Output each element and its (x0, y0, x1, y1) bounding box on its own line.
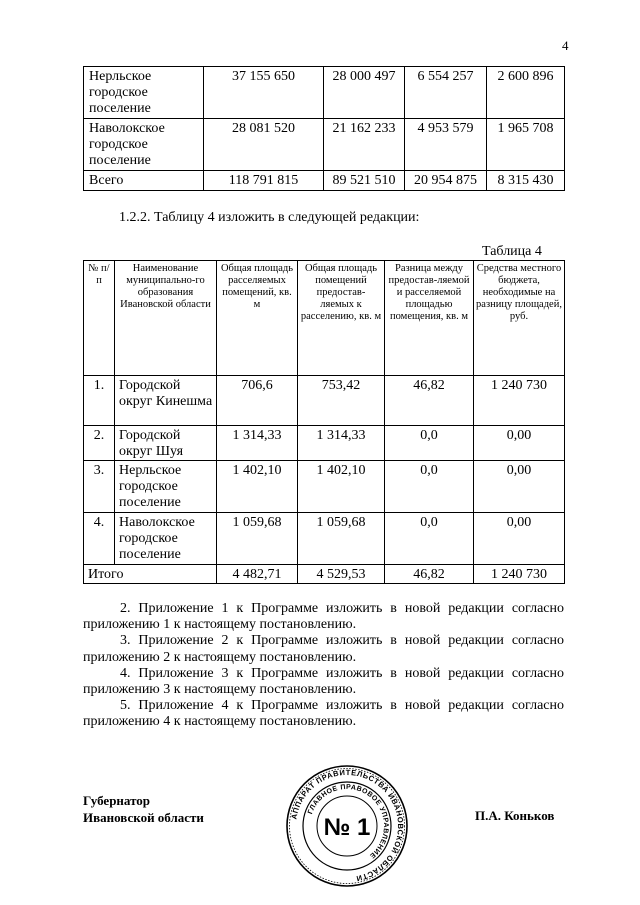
cell-value: 706,6 (217, 376, 298, 426)
cell-value: 1 240 730 (474, 565, 565, 584)
instruction-text: 1.2.2. Таблицу 4 изложить в следующей редакции: (119, 210, 420, 225)
cell-value: 0,0 (385, 426, 474, 461)
cell-value: 89 521 510 (324, 171, 405, 191)
signer-title-line: Ивановской области (83, 810, 204, 825)
table-header-row (84, 261, 565, 376)
cell-value: 2 600 896 (487, 67, 565, 119)
row-number: 2. (84, 426, 115, 461)
cell-value: 20 954 875 (405, 171, 487, 191)
cell-value: 28 081 520 (204, 119, 324, 171)
cell-value: 8 315 430 (487, 171, 565, 191)
paragraph: 5. Приложение 4 к Программе изложить в новой редакции согласно приложению 4 к настоящему постановлению. (83, 698, 564, 730)
cell-value: 1 314,33 (217, 426, 298, 461)
column-header: Средства местного бюджета, необходимые на разницу площадей, руб. (474, 261, 565, 376)
municipality-name: Нерльское городское поселение (115, 461, 217, 513)
cell-value: 0,0 (385, 461, 474, 513)
table-caption: Таблица 4 (482, 244, 542, 259)
column-header: Общая площадь расселяемых помещений, кв. м (217, 261, 298, 376)
table-4 (83, 260, 565, 584)
table-row-total (84, 565, 565, 584)
page-number: 4 (562, 38, 569, 53)
cell-value: 28 000 497 (324, 67, 405, 119)
paragraph: 2. Приложение 1 к Программе изложить в новой редакции согласно приложению 1 к настоящему постановлению. (83, 601, 564, 633)
column-header: № п/п (84, 261, 115, 376)
seal-outer-text: АППАРАТ ПРАВИТЕЛЬСТВА ИВАНОВСКОЙ ОБЛАСТИ (289, 767, 406, 884)
cell-value: 0,0 (385, 513, 474, 565)
cell-value: 0,00 (474, 513, 565, 565)
municipality-name: Городской округ Кинешма (115, 376, 217, 426)
signer-title (83, 792, 204, 826)
cell-value: 753,42 (298, 376, 385, 426)
table-row (84, 376, 565, 426)
municipality-name: Наволокское городское поселение (115, 513, 217, 565)
paragraph: 4. Приложение 3 к Программе изложить в новой редакции согласно приложению 3 к настоящему постановлению. (83, 665, 564, 698)
cell-value: 6 554 257 (405, 67, 487, 119)
cell-value: 1 965 708 (487, 119, 565, 171)
cell-value: 46,82 (385, 376, 474, 426)
table-row (84, 426, 565, 461)
funding-table-continuation (83, 66, 565, 191)
total-label: Всего (84, 171, 204, 191)
cell-value: 1 314,33 (298, 426, 385, 461)
official-seal (285, 764, 409, 888)
cell-value: 1 059,68 (298, 513, 385, 565)
column-header: Разница между предостав-ляемой и расселяемой площадью помещения, кв. м (385, 261, 474, 376)
municipality-name: Наволокское городское поселение (84, 119, 204, 171)
cell-value: 0,00 (474, 426, 565, 461)
seal-center-text: № 1 (323, 814, 371, 841)
cell-value: 4 482,71 (217, 565, 298, 584)
seal-inner-text: ГЛАВНОЕ ПРАВОВОЕ УПРАВЛЕНИЕ (307, 783, 390, 860)
table-row (84, 67, 565, 119)
municipality-name: Городской округ Шуя (115, 426, 217, 461)
cell-value: 21 162 233 (324, 119, 405, 171)
signer-title-line: Губернатор (83, 793, 151, 808)
cell-value: 37 155 650 (204, 67, 324, 119)
cell-value: 1 402,10 (217, 461, 298, 513)
signer-name: П.А. Коньков (475, 808, 555, 823)
row-number: 3. (84, 461, 115, 513)
cell-value: 1 402,10 (298, 461, 385, 513)
table-row (84, 461, 565, 513)
cell-value: 46,82 (385, 565, 474, 584)
total-label: Итого (84, 565, 217, 584)
row-number: 4. (84, 513, 115, 565)
cell-value: 4 953 579 (405, 119, 487, 171)
column-header: Наименование муниципально-го образования Ивановской области (115, 261, 217, 376)
municipality-name: Нерльское городское поселение (84, 67, 204, 119)
table-row-total (84, 171, 565, 191)
paragraph: 3. Приложение 2 к Программе изложить в новой редакции согласно приложению 2 к настоящему постановлению. (83, 633, 564, 665)
column-header: Общая площадь помещений предостав-ляемых к расселению, кв. м (298, 261, 385, 376)
table-row (84, 119, 565, 171)
table-row (84, 513, 565, 565)
row-number: 1. (84, 376, 115, 426)
cell-value: 1 059,68 (217, 513, 298, 565)
cell-value: 4 529,53 (298, 565, 385, 584)
cell-value: 118 791 815 (204, 171, 324, 191)
cell-value: 0,00 (474, 461, 565, 513)
cell-value: 1 240 730 (474, 376, 565, 426)
body-text (83, 601, 564, 731)
